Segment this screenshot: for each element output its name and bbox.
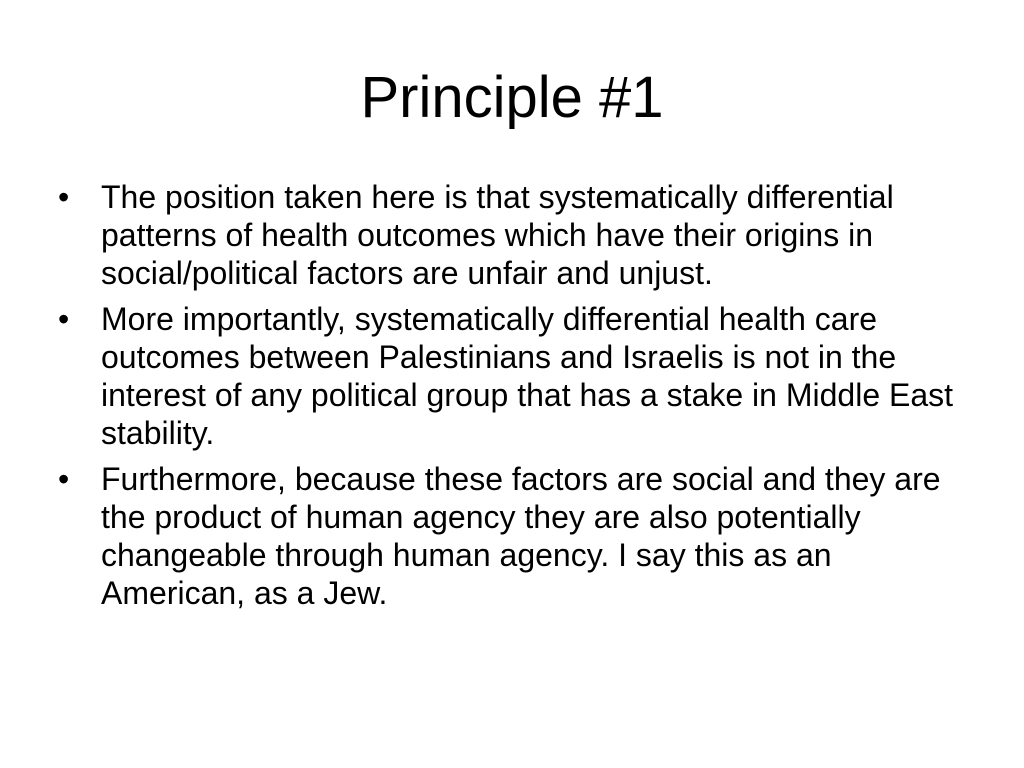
bullet-item [58, 460, 978, 612]
bullet-text: The position taken here is that systematically differential patterns of health outcomes which have their origins in social/political factors are unfair and unjust. [101, 179, 894, 291]
bullet-text: Furthermore, because these factors are social and they are the product of human agency they are also potentially changeable through human agency. I say this as an American, as a Jew. [101, 461, 941, 611]
bullet-list [58, 178, 978, 620]
bullet-item [58, 178, 978, 292]
bullet-mark: • [58, 179, 70, 215]
bullet-mark: • [58, 461, 70, 497]
bullet-mark: • [58, 301, 70, 337]
slide-title: Principle #1 [360, 65, 664, 130]
bullet-item [58, 300, 978, 452]
bullet-text: More importantly, systematically differential health care outcomes between Palestinians and Israelis is not in the interest of any political group that has a stake in Middle East stability. [101, 301, 954, 451]
